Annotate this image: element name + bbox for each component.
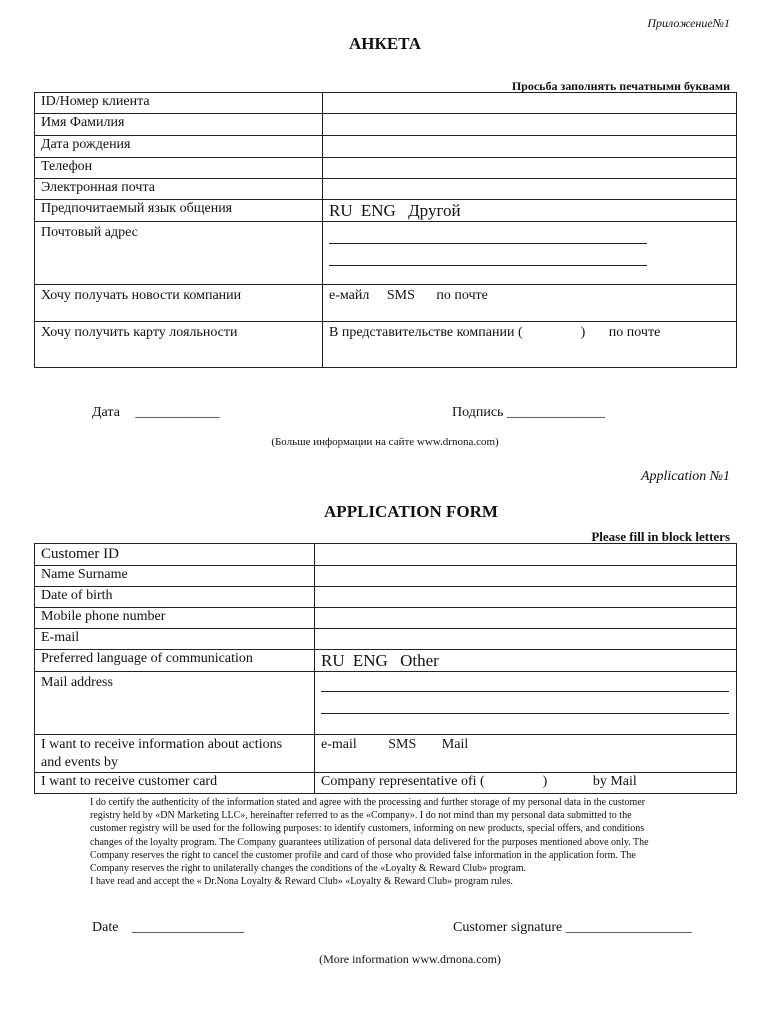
ru-date-label: Дата — [92, 405, 120, 420]
en-date-label: Date — [92, 920, 119, 935]
en-signature-field — [453, 920, 692, 936]
ru-signature-label: Подпись — [452, 405, 504, 420]
ru-input-name[interactable] — [323, 114, 737, 136]
en-label-card: I want to receive customer card — [35, 773, 315, 794]
en-signature-label: Customer signature — [453, 920, 563, 935]
en-consent-line: Company reserves the right to unilaterally changes the conditions of the «Loyalty & Reward Club» program. — [90, 863, 527, 875]
en-date-field — [92, 920, 244, 936]
en-address-line-2 — [321, 692, 729, 714]
en-consent-line: customer registry will be used for the following purposes: to identify customers, informing on new products, special offers, and conditions — [90, 823, 645, 835]
en-label-email: E-mail — [35, 629, 315, 650]
en-input-address[interactable] — [315, 672, 737, 735]
ru-form-table — [34, 92, 737, 368]
en-input-customer-id[interactable] — [315, 544, 737, 566]
en-news-options — [315, 735, 737, 773]
en-card-option-mail[interactable]: by Mail — [592, 774, 637, 789]
en-consent-line: registry held by «DN Marketing LLC», hereinafter referred to as the «Company». I do not mind than my personal data submitted to the — [90, 810, 632, 822]
ru-label-email: Электронная почта — [35, 179, 323, 200]
en-fill-note: Please fill in block letters — [591, 529, 730, 544]
ru-label-address: Почтовый адрес — [35, 222, 323, 285]
ru-label-dob: Дата рождения — [35, 136, 323, 158]
en-consent-text — [90, 796, 730, 888]
en-address-line-1 — [321, 672, 729, 692]
en-language-option-other[interactable]: Other — [400, 651, 439, 670]
en-input-name[interactable] — [315, 566, 737, 587]
ru-input-client-id[interactable] — [323, 93, 737, 114]
ru-form-title: АНКЕТА — [349, 34, 421, 53]
en-label-news-line-1: I want to receive information about actions — [41, 737, 283, 752]
ru-appendix-label: Приложение№1 — [647, 16, 730, 30]
ru-more-info: (Больше информации на сайте www.drnona.com) — [271, 436, 499, 448]
ru-fill-note: Просьба заполнять печатными буквами — [511, 79, 730, 93]
en-language-options — [315, 650, 737, 672]
en-card-option-close: ) — [542, 774, 548, 789]
ru-signature-field — [452, 405, 605, 421]
ru-label-client-id: ID/Номер клиента — [35, 93, 323, 114]
en-consent-line: I have read and accept the « Dr.Nona Loyalty & Reward Club» «Loyalty & Reward Club» program rules. — [90, 876, 513, 888]
ru-language-option-eng[interactable]: ENG — [360, 201, 396, 220]
ru-input-address[interactable] — [323, 222, 737, 285]
en-input-email[interactable] — [315, 629, 737, 650]
en-news-option-mail[interactable]: Mail — [441, 737, 469, 752]
ru-label-card: Хочу получить карту лояльности — [35, 322, 323, 368]
ru-news-option-mail[interactable]: по почте — [436, 288, 488, 303]
en-language-option-ru[interactable]: RU — [321, 651, 345, 670]
en-more-info: (More information www.drnona.com) — [319, 952, 501, 966]
en-card-options — [315, 773, 737, 794]
en-input-phone[interactable] — [315, 608, 737, 629]
ru-card-option-office[interactable]: В представительстве компании ( — [329, 325, 523, 340]
ru-news-option-sms[interactable]: SMS — [386, 288, 415, 303]
ru-card-option-mail[interactable]: по почте — [608, 325, 661, 340]
en-news-option-email[interactable]: e-mail — [321, 737, 357, 752]
ru-date-field — [92, 405, 219, 421]
ru-label-name: Имя Фамилия — [35, 114, 323, 136]
ru-label-news: Хочу получать новости компании — [35, 285, 323, 322]
en-label-news — [35, 735, 315, 773]
en-consent-line: changes of the loyalty program. The Company guarantees utilization of personal data delivered for the purposes mentioned above only. The — [90, 836, 649, 848]
en-label-language: Preferred language of communication — [35, 650, 315, 672]
ru-card-options — [323, 322, 737, 368]
ru-language-option-ru[interactable]: RU — [329, 201, 353, 220]
en-signature-line[interactable]: __________________ — [565, 920, 692, 935]
en-label-phone: Mobile phone number — [35, 608, 315, 629]
en-label-customer-id: Customer ID — [35, 544, 315, 566]
ru-news-option-email[interactable]: е-майл — [329, 288, 370, 303]
ru-input-email[interactable] — [323, 179, 737, 200]
en-consent-line: Company reserves the right to cancel the customer profile and card of those who provided false information in the application form. The — [90, 849, 636, 861]
ru-address-line-2 — [329, 244, 647, 266]
en-label-news-line-2: and events by — [41, 755, 118, 770]
ru-date-line[interactable]: ____________ — [135, 405, 220, 420]
en-input-dob[interactable] — [315, 587, 737, 608]
en-label-address: Mail address — [35, 672, 315, 735]
ru-address-line-1 — [329, 222, 647, 244]
ru-language-options — [323, 200, 737, 222]
ru-label-phone: Телефон — [35, 158, 323, 179]
ru-signature-line[interactable]: ______________ — [506, 405, 605, 420]
ru-language-option-other[interactable]: Другой — [408, 201, 461, 220]
en-date-line[interactable]: ________________ — [131, 920, 244, 935]
en-form-table — [34, 543, 737, 794]
ru-news-options — [323, 285, 737, 322]
en-consent-line: I do certify the authenticity of the information stated and agree with the processing and further storage of my personal data in the customer — [90, 797, 646, 808]
ru-label-language: Предпочитаемый язык общения — [35, 200, 323, 222]
ru-input-phone[interactable] — [323, 158, 737, 179]
en-label-name: Name Surname — [35, 566, 315, 587]
en-label-dob: Date of birth — [35, 587, 315, 608]
ru-input-dob[interactable] — [323, 136, 737, 158]
en-appendix-label: Application №1 — [640, 469, 730, 484]
en-news-option-sms[interactable]: SMS — [388, 737, 417, 752]
en-form-title: APPLICATION FORM — [324, 502, 498, 521]
ru-card-option-close: ) — [580, 325, 586, 340]
en-language-option-eng[interactable]: ENG — [352, 651, 388, 670]
en-card-option-office[interactable]: Company representative ofi ( — [321, 774, 485, 789]
